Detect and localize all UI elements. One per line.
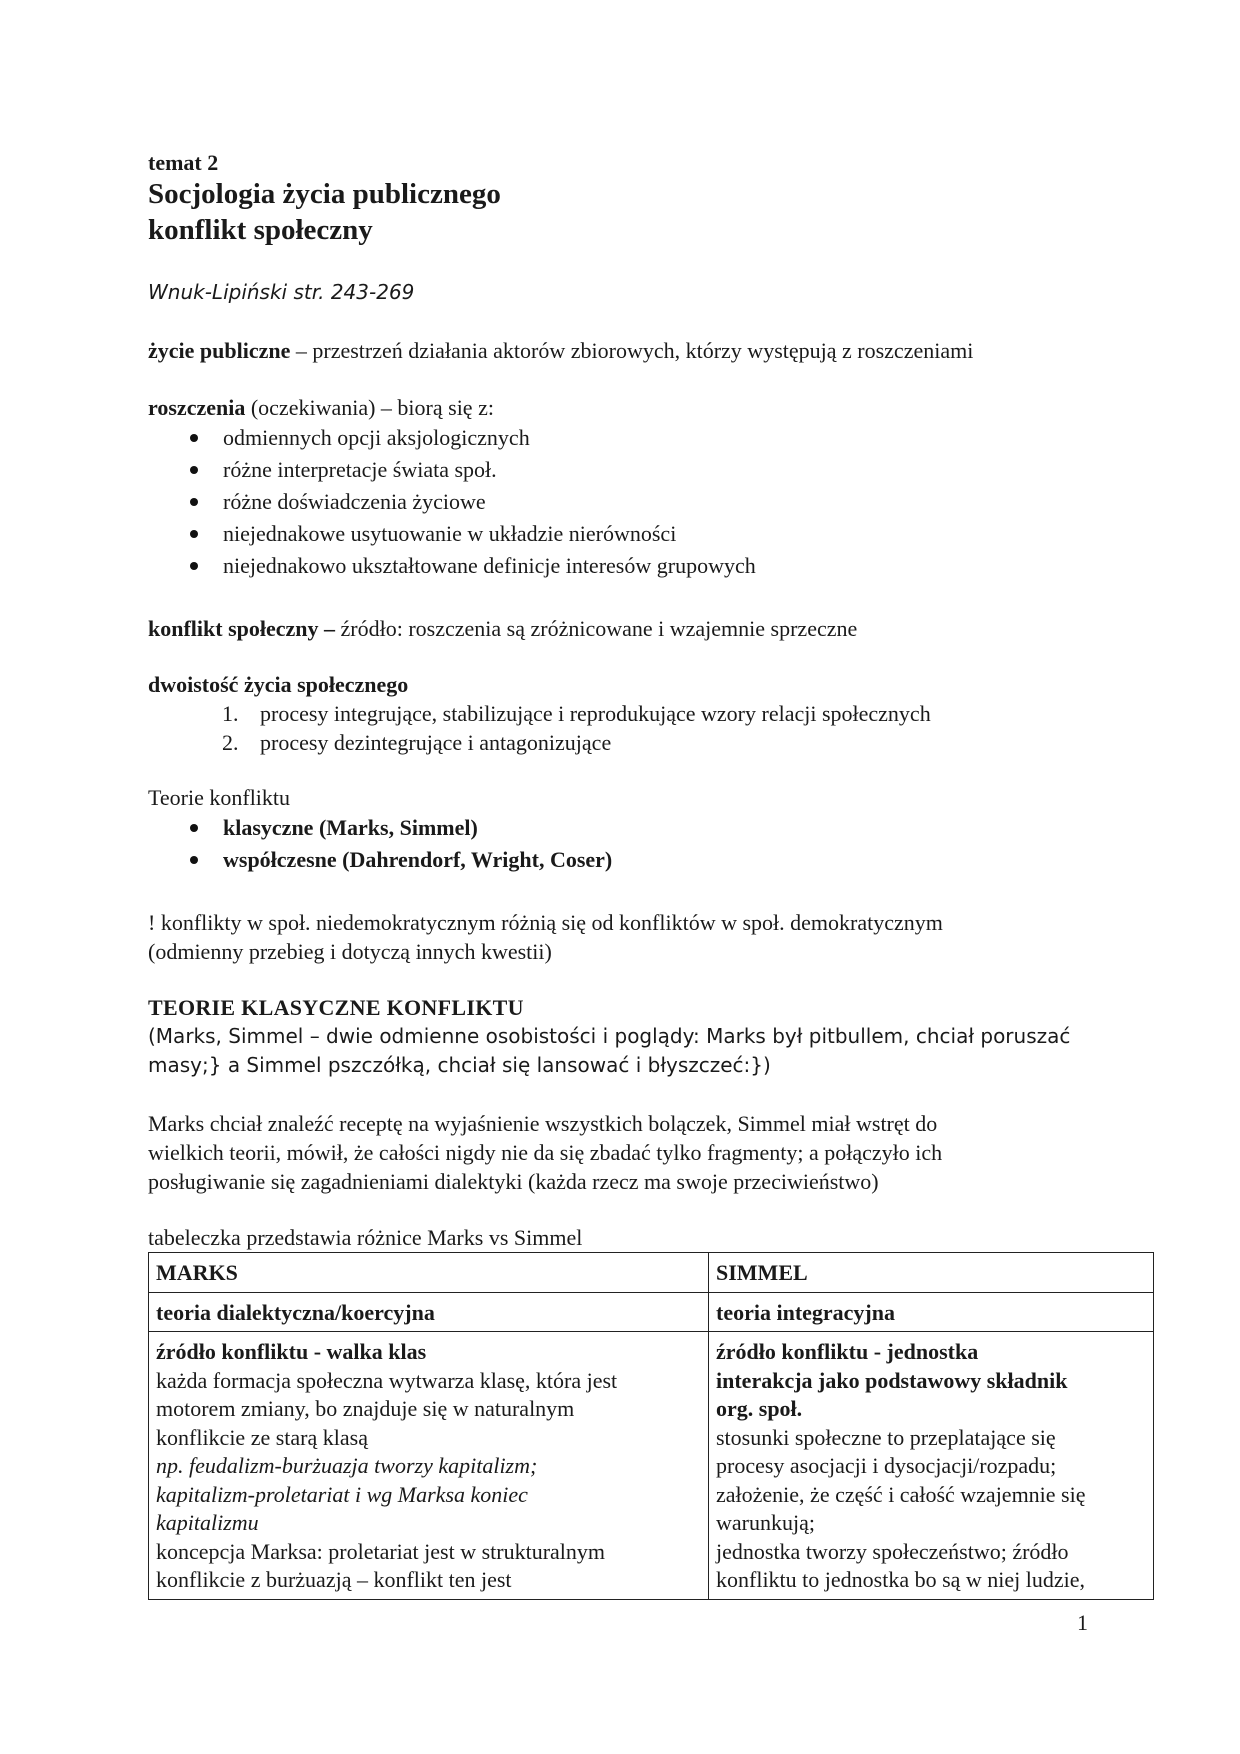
cell-line: założenie, że część i całość wzajemnie się — [716, 1481, 1086, 1507]
page-subtitle: konflikt społeczny — [148, 214, 373, 246]
cell-line: koncepcja Marksa: proletariat jest w strukturalnym — [156, 1538, 606, 1564]
definition-claims — [148, 393, 494, 422]
paragraph-line: Marks chciał znaleźć receptę na wyjaśnienie wszystkich bolączek, Simmel miał wstręt do — [148, 1111, 938, 1136]
topic-label: temat 2 — [148, 150, 219, 175]
cell-heading: źródło konfliktu - jednostka — [716, 1339, 979, 1364]
bullet-icon — [190, 530, 198, 538]
cell-line: motorem zmiany, bo znajduje się w naturalnym — [156, 1396, 575, 1421]
cell-line: stosunki społeczne to przeplatające się — [716, 1424, 1056, 1450]
duality-heading: dwoistość życia społecznego — [148, 672, 409, 697]
term: konflikt społeczny – — [148, 616, 336, 641]
comparison-table — [148, 1252, 1154, 1600]
paragraph-line: wielkich teorii, mówił, że całości nigdy nie da się zbadać tylko fragmenty; a połączyło ich — [148, 1140, 943, 1165]
theories-list — [148, 812, 612, 876]
marks-cell — [149, 1332, 709, 1600]
note-line: ! konflikty w społ. niedemokratycznym różnią się od konfliktów w społ. demokratycznym — [148, 910, 943, 935]
cell-example-line: np. feudalizm-burżuazja tworzy kapitalizm; — [156, 1453, 538, 1478]
table-row — [149, 1292, 1154, 1332]
claims-list — [148, 422, 756, 582]
section-heading: TEORIE KLASYCZNE KONFLIKTU — [148, 995, 524, 1020]
definition-public-life — [148, 336, 973, 365]
list-item: niejednakowo ukształtowane definicje interesów grupowych — [148, 550, 756, 582]
list-item: klasyczne (Marks, Simmel) — [148, 812, 612, 844]
cell-line: konfliktu to jednostka bo są w niej ludzie, — [716, 1567, 1086, 1592]
cell-line: konflikcie z burżuazją – konflikt ten jest — [156, 1567, 512, 1592]
definition-text: źródło: roszczenia są zróżnicowane i wzajemnie sprzeczne — [335, 616, 858, 641]
cell-line: jednostka tworzy społeczeństwo; źródło — [716, 1538, 1069, 1564]
reference: Wnuk-Lipiński str. 243-269 — [148, 280, 415, 304]
list-item: współczesne (Dahrendorf, Wright, Coser) — [148, 844, 612, 876]
note-line: (odmienny przebieg i dotyczą innych kwestii) — [148, 939, 552, 964]
simmel-cell — [709, 1332, 1154, 1600]
cell-heading: interakcja jako podstawowy składnik — [716, 1367, 1068, 1393]
theories-heading: Teorie konfliktu — [148, 785, 291, 810]
table-subheader-cell: teoria dialektyczna/koercyjna — [149, 1292, 709, 1332]
section-intro-line: masy;} a Simmel pszczółką, chciał się lansować i błyszczeć:}) — [148, 1053, 771, 1077]
definition-text: – przestrzeń działania aktorów zbiorowych, którzy występują z roszczeniami — [290, 338, 974, 363]
bullet-icon — [190, 824, 198, 832]
list-item: 2. procesy dezintegrujące i antagonizujące — [222, 730, 612, 755]
list-item: 1. procesy integrujące, stabilizujące i reprodukujące wzory relacji społecznych — [222, 701, 931, 726]
cell-example-line: kapitalizmu — [156, 1510, 259, 1535]
list-item: odmiennych opcji aksjologicznych — [148, 422, 756, 454]
definition-social-conflict — [148, 614, 857, 643]
definition-text: (oczekiwania) – biorą się z: — [245, 395, 494, 420]
cell-heading: org. społ. — [716, 1396, 803, 1421]
bullet-icon — [190, 856, 198, 864]
bullet-icon — [190, 562, 198, 570]
bullet-icon — [190, 466, 198, 474]
cell-line: konflikcie ze starą klasą — [156, 1424, 368, 1450]
cell-example-line: kapitalizm-proletariat i wg Marksa koniec — [156, 1481, 528, 1507]
term: życie publiczne — [148, 338, 291, 363]
cell-line: warunkują; — [716, 1510, 815, 1535]
list-item: różne doświadczenia życiowe — [148, 486, 756, 518]
page-title: Socjologia życia publicznego — [148, 178, 501, 210]
paragraph-line: posługiwanie się zagadnieniami dialektyki (każda rzecz ma swoje przeciwieństwo) — [148, 1169, 879, 1194]
cell-line: każda formacja społeczna wytwarza klasę, która jest — [156, 1367, 618, 1393]
table-caption: tabeleczka przedstawia różnice Marks vs Simmel — [148, 1225, 583, 1250]
table-row — [149, 1253, 1154, 1293]
duality-list — [148, 699, 931, 757]
list-item: niejednakowe usytuowanie w układzie nierówności — [148, 518, 756, 550]
table-header-cell: MARKS — [149, 1253, 709, 1293]
table-subheader-cell: teoria integracyjna — [709, 1292, 1154, 1332]
list-item: różne interpretacje świata społ. — [148, 454, 756, 486]
table-header-cell: SIMMEL — [709, 1253, 1154, 1293]
table-row — [149, 1332, 1154, 1600]
bullet-icon — [190, 498, 198, 506]
bullet-icon — [190, 434, 198, 442]
term: roszczenia — [148, 395, 246, 420]
section-intro-line: (Marks, Simmel – dwie odmienne osobistości i poglądy: Marks był pitbullem, chciał poruszać — [148, 1024, 1071, 1048]
page-number: 1 — [1077, 1610, 1088, 1635]
cell-heading: źródło konfliktu - walka klas — [156, 1339, 427, 1364]
cell-line: procesy asocjacji i dysocjacji/rozpadu; — [716, 1453, 1057, 1478]
